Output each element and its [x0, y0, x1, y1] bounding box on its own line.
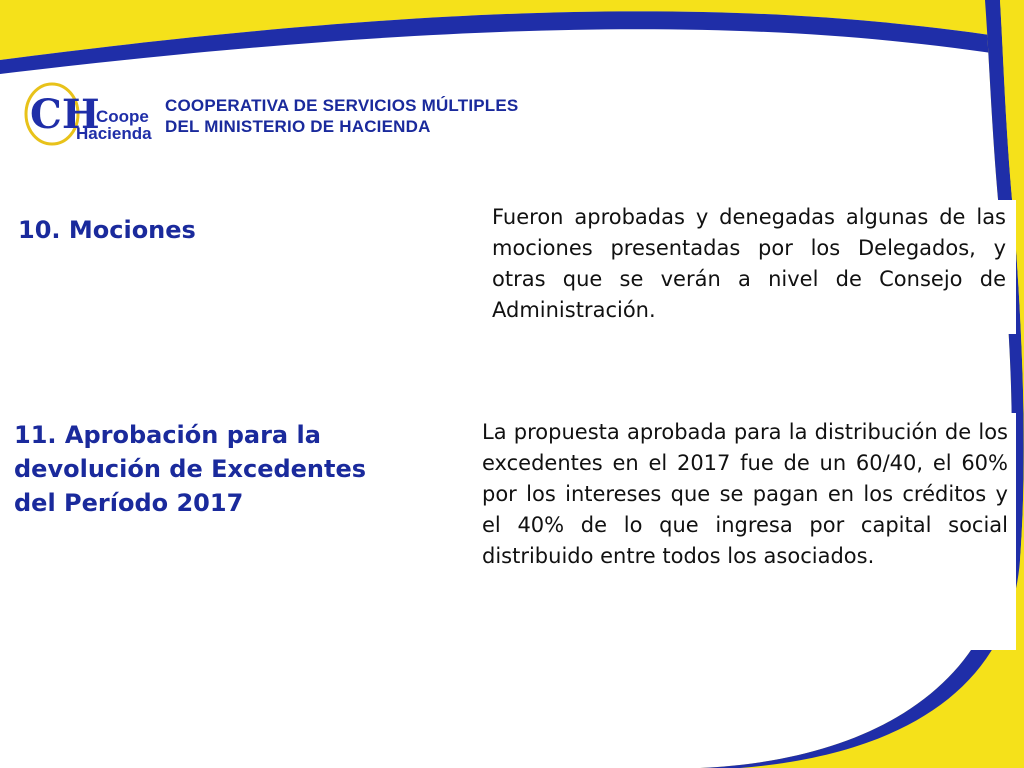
section-heading-excedentes	[14, 418, 444, 520]
section-body-excedentes	[474, 413, 1016, 650]
organization-title-line2: DEL MINISTERIO DE HACIENDA	[165, 117, 431, 136]
heading-line: 11. Aprobación para la	[14, 421, 321, 449]
section-body-mociones	[484, 200, 1016, 334]
logo-monogram: CH	[30, 91, 100, 138]
section-body-text: La propuesta aprobada para la distribución de los excedentes en el 2017 fue de un 60/40, el 60% por los intereses que se pagan en los créditos y el 40% de lo que ingresa por capital social distribuido entre todos los asociados.	[482, 420, 1008, 568]
section-heading-mociones: 10. Mociones	[18, 216, 196, 244]
coopehacienda-logo	[18, 78, 168, 158]
heading-line: del Período 2017	[14, 489, 244, 517]
logo-text-bottom: Hacienda	[76, 124, 152, 143]
organization-title	[165, 95, 518, 137]
section-body-text: Fueron aprobadas y denegadas algunas de las mociones presentadas por los Delegados, y otras que se verán a nivel de Consejo de Administración.	[492, 205, 1006, 322]
organization-title-line1: COOPERATIVA DE SERVICIOS MÚLTIPLES	[165, 96, 519, 115]
heading-line: devolución de Excedentes	[14, 455, 367, 483]
right-blue-stripe	[700, 0, 1024, 768]
logo-text-top: Coope	[96, 107, 149, 126]
